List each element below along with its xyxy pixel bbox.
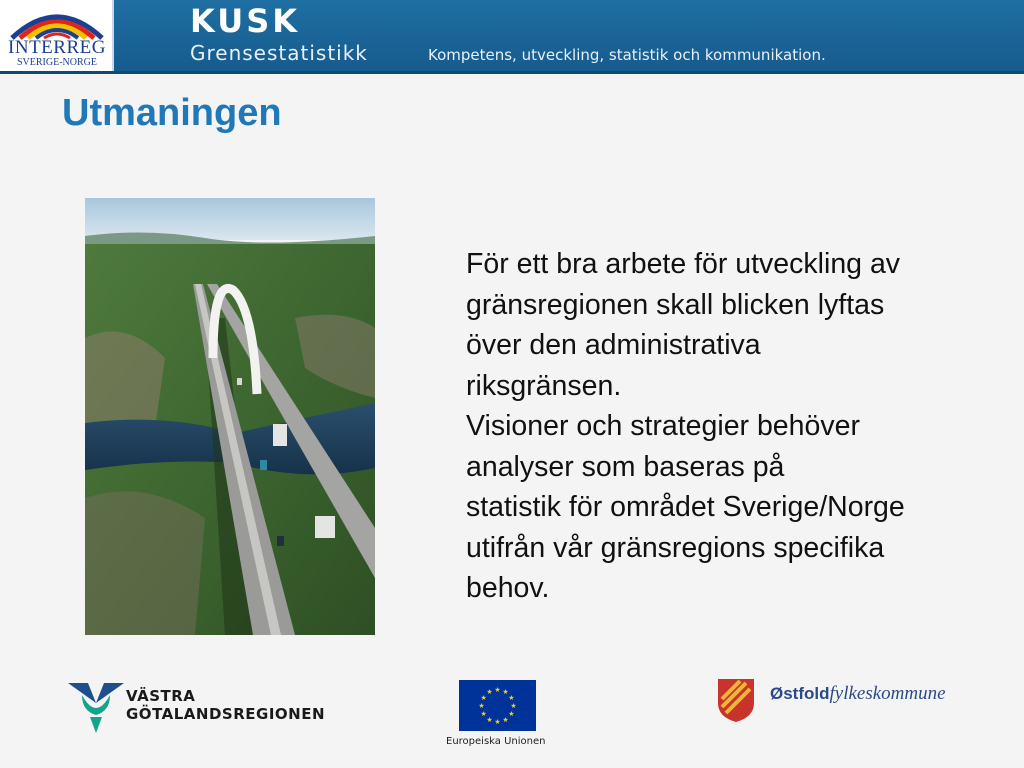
slide-title: Utmaningen xyxy=(62,92,282,134)
interreg-logo xyxy=(0,0,114,74)
vgr-emblem-icon xyxy=(68,681,124,735)
body-text xyxy=(466,244,1006,609)
vgr-wordmark xyxy=(126,687,325,723)
header-tagline: Kompetens, utveckling, statistik och kommunikation. xyxy=(428,46,826,64)
ostfold-script: fylkeskommune xyxy=(829,683,946,704)
eu-star-icon: ★ xyxy=(486,688,493,697)
vgr-line2: GÖTALANDSREGIONEN xyxy=(126,705,326,723)
eu-star-icon: ★ xyxy=(486,715,493,724)
ostfold-wordmark xyxy=(770,683,946,705)
eu-star-icon: ★ xyxy=(494,718,501,726)
eu-star-icon: ★ xyxy=(480,694,487,702)
ostfold-word: Østfold xyxy=(770,684,830,703)
eu-star-icon: ★ xyxy=(508,710,515,718)
interreg-name: INTERREG xyxy=(8,37,106,58)
brand-subtitle: Grensestatistikk xyxy=(190,41,368,65)
bridge-photo xyxy=(85,198,375,635)
vastra-gotalandsregionen-logo xyxy=(68,681,328,735)
ostfold-shield-icon xyxy=(716,677,756,723)
eu-star-icon: ★ xyxy=(478,702,485,710)
eu-label: Europeiska Unionen xyxy=(446,736,546,747)
eu-star-icon: ★ xyxy=(510,702,517,710)
header-banner xyxy=(0,0,1024,74)
interreg-arch-icon xyxy=(8,4,106,40)
paragraph-visions: Visioner och strategier behöver analyser som baseras på statistik för området Sverige/Norge utifrån vår gränsregions specifika behov. xyxy=(466,410,905,604)
ostfold-fylkeskommune-logo xyxy=(716,677,976,723)
paragraph-challenge: För ett bra arbete för utveckling av gränsregionen skall blicken lyftas över den administrativa riksgränsen. xyxy=(466,248,901,402)
vgr-line1: VÄSTRA xyxy=(126,687,196,705)
brand-title: KUSK xyxy=(190,2,301,40)
eu-star-icon: ★ xyxy=(502,715,509,724)
eu-star-icon: ★ xyxy=(480,710,487,718)
interreg-subtitle: SVERIGE-NORGE xyxy=(17,57,97,68)
eu-flag-icon xyxy=(459,680,536,731)
eu-star-icon: ★ xyxy=(494,686,501,694)
eu-star-icon: ★ xyxy=(508,694,515,702)
eu-star-icon: ★ xyxy=(502,688,509,697)
eu-logo xyxy=(446,678,556,750)
